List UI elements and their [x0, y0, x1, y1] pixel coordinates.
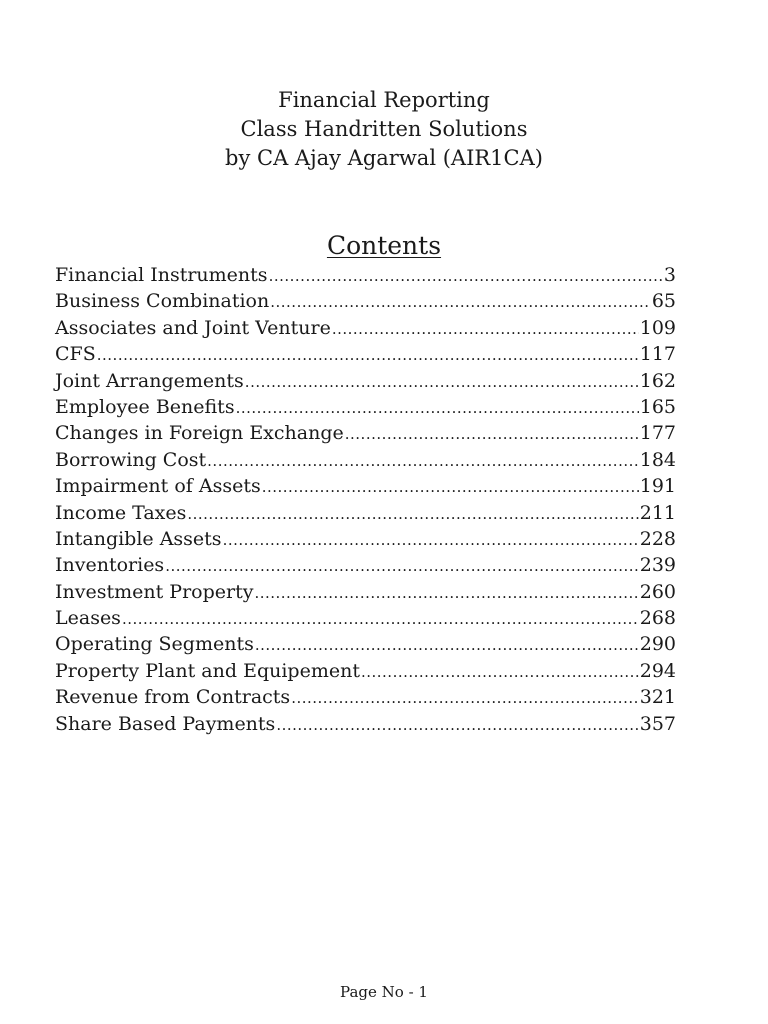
toc-entry[interactable] — [55, 473, 676, 499]
toc-entry-title: Inventories — [55, 554, 165, 577]
toc-dot-leader — [207, 447, 639, 474]
toc-entry[interactable] — [55, 394, 676, 420]
toc-dot-leader — [291, 684, 639, 711]
toc-dot-leader — [97, 341, 639, 368]
toc-entry-title: Borrowing Cost — [55, 448, 207, 471]
toc-entry[interactable] — [55, 658, 676, 684]
toc-entry[interactable] — [55, 605, 676, 631]
toc-dot-leader — [254, 579, 638, 606]
toc-entry-title: Share Based Payments — [55, 712, 276, 735]
toc-entry-title: CFS — [55, 343, 96, 366]
toc-entry-title: Joint Arrangements — [55, 369, 244, 392]
toc-entry[interactable] — [55, 579, 676, 605]
toc-entry-title: Income Taxes — [55, 501, 187, 524]
toc-entry-page: 228 — [639, 527, 676, 550]
toc-entry[interactable] — [55, 341, 676, 367]
toc-dot-leader — [262, 473, 639, 500]
toc-entry-title: Property Plant and Equipement — [55, 659, 360, 682]
toc-entry-page: 239 — [639, 554, 676, 577]
toc-dot-leader — [236, 394, 639, 421]
toc-dot-leader — [332, 315, 639, 342]
toc-dot-leader — [345, 420, 639, 447]
page-number: Page No - 1 — [340, 983, 428, 1001]
toc-dot-leader — [270, 288, 651, 315]
toc-entry[interactable] — [55, 526, 676, 552]
toc-entry[interactable] — [55, 631, 676, 657]
document-subtitle: Class Handritten Solutions — [240, 117, 528, 141]
toc-entry-page: 3 — [663, 264, 676, 286]
toc-entry[interactable] — [55, 368, 676, 394]
toc-entry-page: 109 — [639, 316, 676, 339]
toc-entry[interactable] — [55, 420, 676, 446]
toc-entry-page: 260 — [639, 580, 676, 603]
toc-entry[interactable] — [55, 684, 676, 710]
toc-entry-page: 290 — [639, 633, 676, 656]
toc-entry-title: Intangible Assets — [55, 527, 222, 550]
toc-entry-title: Revenue from Contracts — [55, 686, 291, 709]
toc-dot-leader — [245, 368, 639, 395]
toc-entry-page: 162 — [639, 369, 676, 392]
document-title: Financial Reporting — [278, 88, 490, 112]
toc-entry-page: 191 — [639, 475, 676, 498]
toc-dot-leader — [361, 658, 639, 685]
toc-entry-title: Changes in Foreign Exchange — [55, 422, 344, 445]
contents-heading: Contents — [326, 231, 442, 260]
table-of-contents — [55, 262, 676, 737]
toc-entry-page: 211 — [639, 501, 676, 524]
toc-entry[interactable] — [55, 315, 676, 341]
toc-dot-leader — [187, 500, 638, 527]
toc-dot-leader — [255, 631, 639, 658]
toc-entry-title: Employee Benefits — [55, 395, 235, 418]
toc-entry-page: 268 — [639, 607, 676, 630]
toc-entry-title: Business Combination — [55, 290, 270, 313]
toc-dot-leader — [223, 526, 639, 553]
toc-entry-title: Leases — [55, 607, 121, 630]
toc-entry[interactable] — [55, 552, 676, 578]
toc-entry-title: Investment Property — [55, 580, 254, 603]
toc-entry-title: Impairment of Assets — [55, 475, 261, 498]
toc-entry[interactable] — [55, 447, 676, 473]
toc-entry-page: 177 — [639, 422, 676, 445]
toc-dot-leader — [276, 711, 638, 738]
toc-entry-title: Associates and Joint Venture — [55, 316, 331, 339]
toc-entry-title: Operating Segments — [55, 633, 254, 656]
document-header — [0, 86, 768, 173]
document-author: by CA Ajay Agarwal (AIR1CA) — [225, 146, 543, 170]
toc-entry-page: 321 — [639, 686, 676, 709]
toc-entry-page: 65 — [651, 290, 676, 313]
toc-entry[interactable] — [55, 262, 676, 288]
toc-dot-leader — [269, 262, 663, 289]
toc-entry-page: 117 — [639, 343, 676, 366]
toc-entry[interactable] — [55, 500, 676, 526]
toc-dot-leader — [165, 552, 639, 579]
toc-entry-page: 165 — [639, 395, 676, 418]
toc-entry-page: 294 — [639, 659, 676, 682]
toc-entry[interactable] — [55, 711, 676, 737]
toc-entry-page: 184 — [639, 448, 676, 471]
toc-entry-title: Financial Instruments — [55, 264, 268, 286]
toc-entry[interactable] — [55, 288, 676, 314]
toc-dot-leader — [122, 605, 639, 632]
toc-entry-page: 357 — [639, 712, 676, 735]
